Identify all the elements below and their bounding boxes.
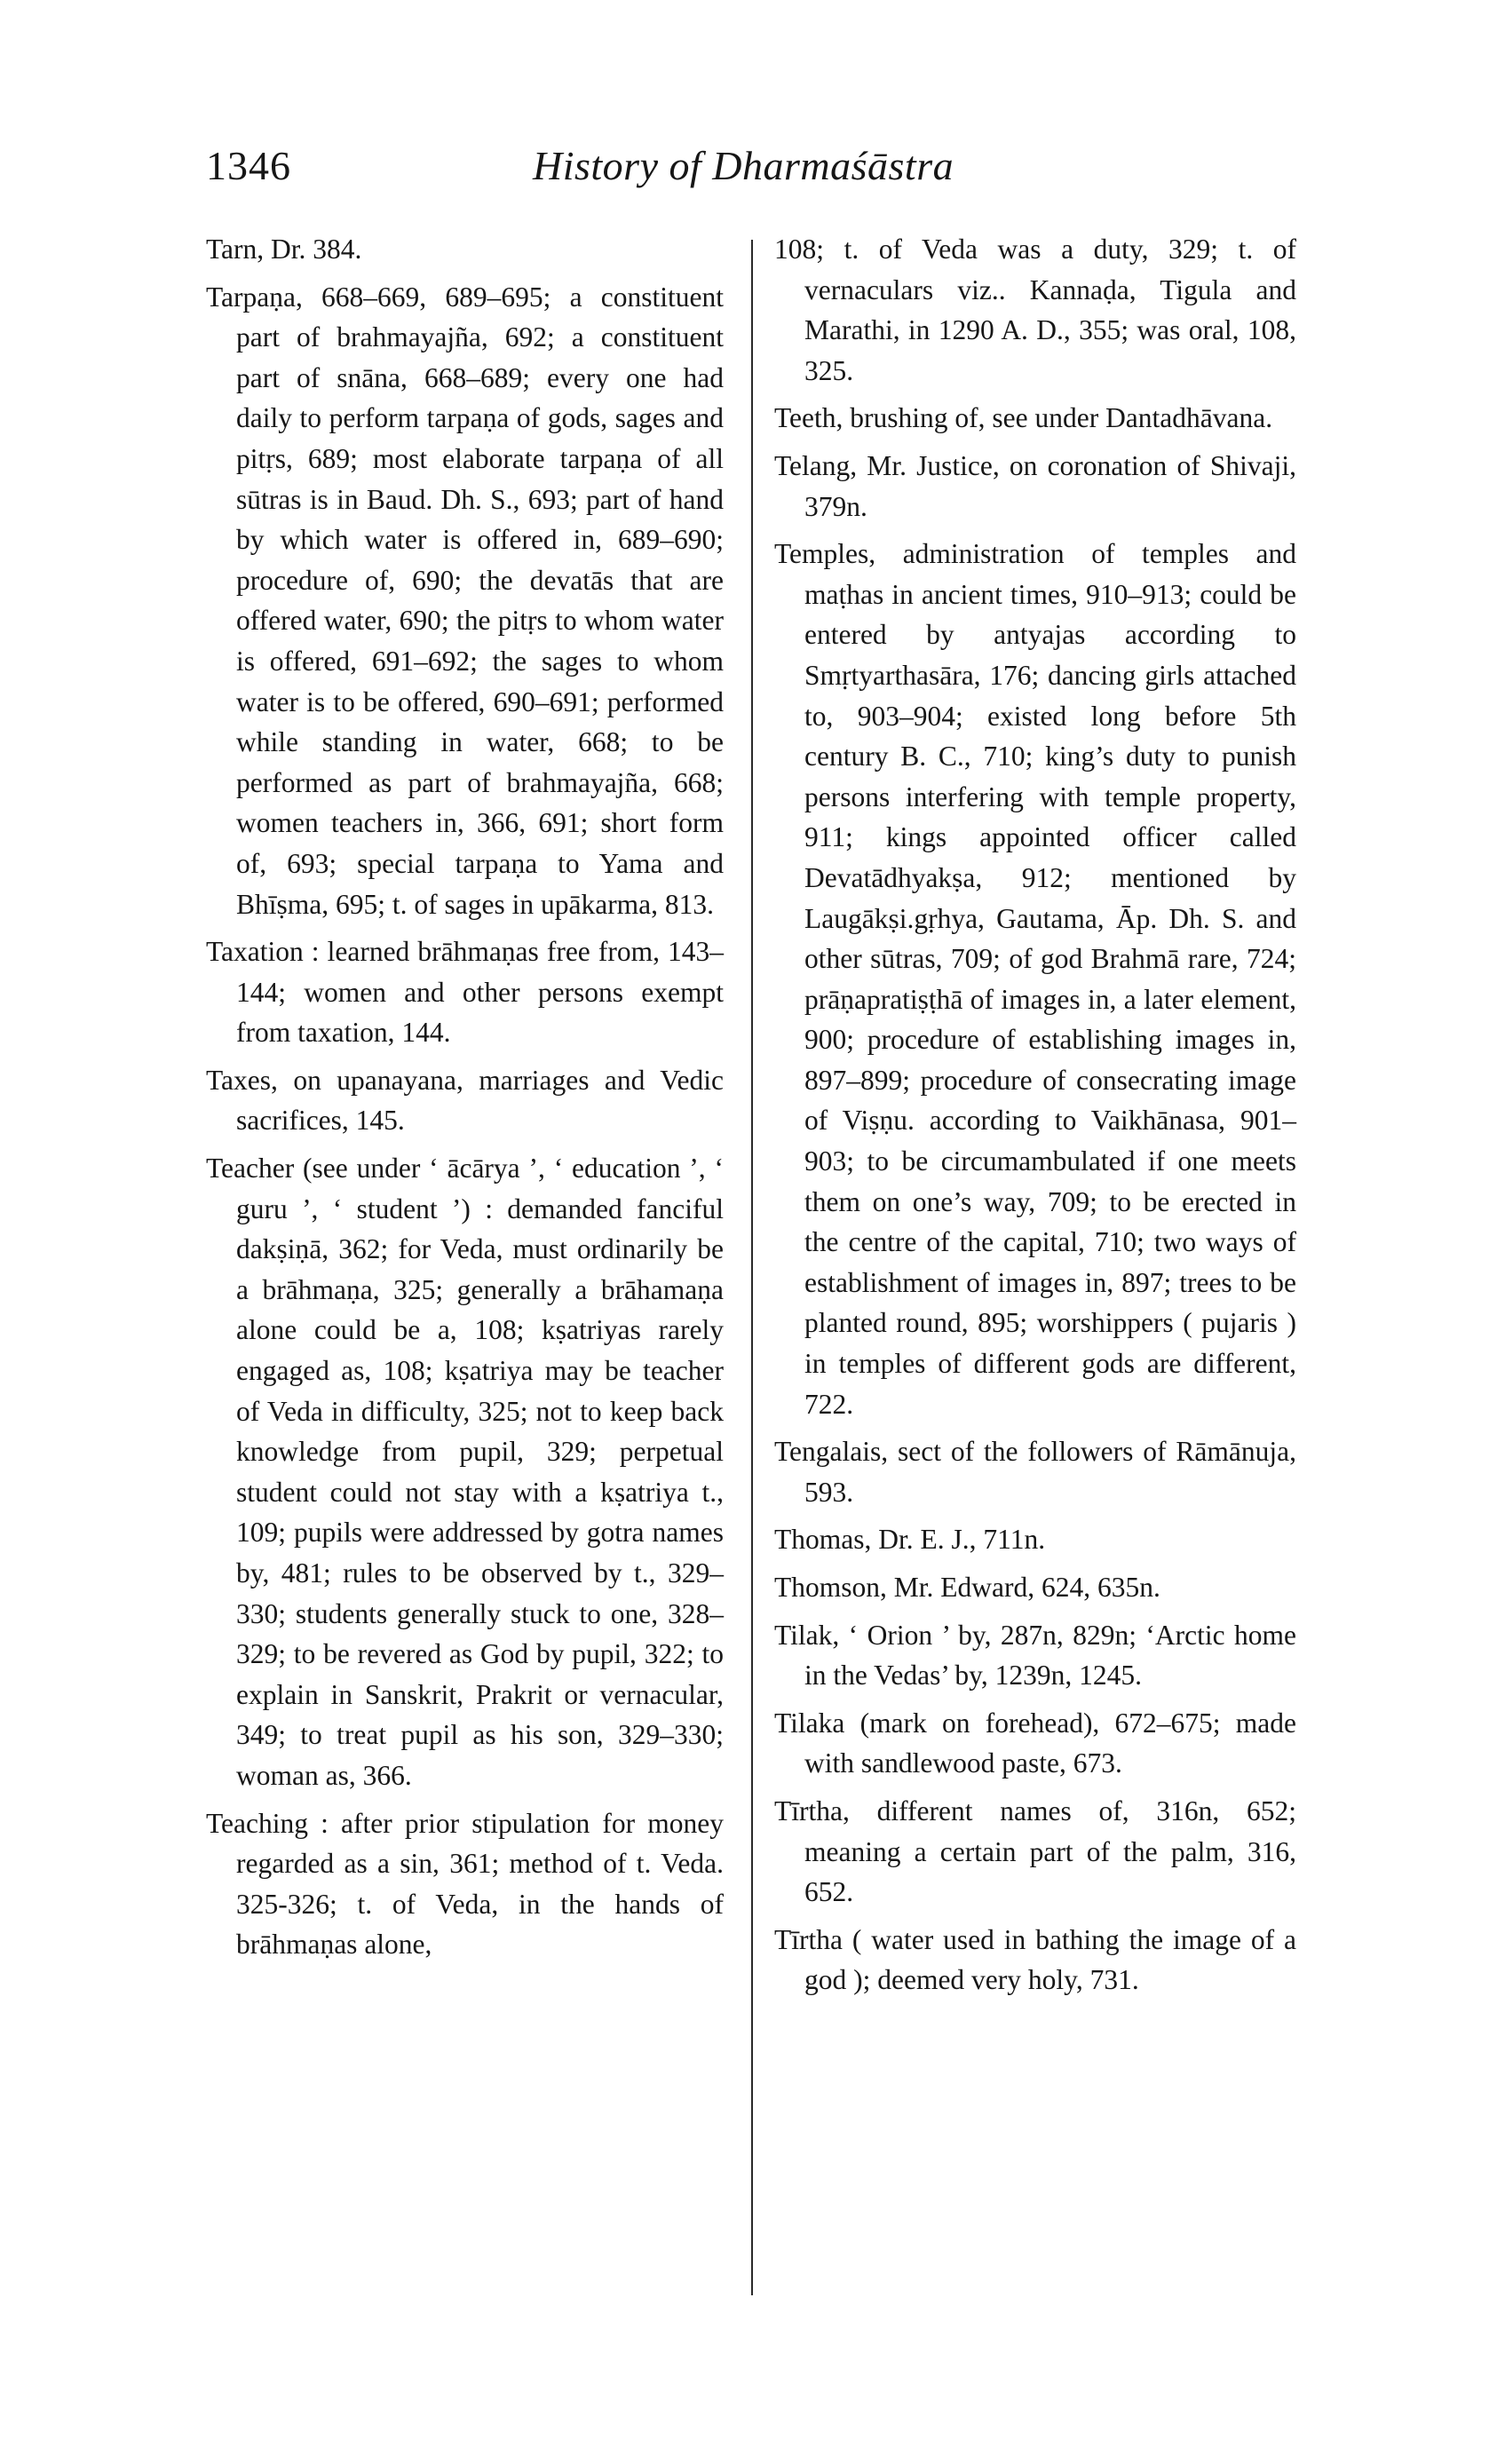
index-entry: Tarpaṇa, 668–669, 689–695; a constituent part of brahmayajña, 692; a constituent part of snāna, 668–689; every one had daily to perform tarpaṇa of gods, sages and pitṛs, 689; most elaborate tarpaṇa of all sūtras is in Baud. Dh. S., 693; part of hand by which water is offered in, 689–690; procedure of, 690; the devatās that are offered water, 690; the pitṛs to whom water is offered, 691–692; the sages to whom water is to be offered, 690–691; performed while standing in water, 668; to be performed as part of brahmayajña, 668; women teachers in, 366, 691; short form of, 693; special tarpaṇa to Yama and Bhīṣma, 695; t. of sages in upākarma, 813. — [206, 281, 724, 920]
index-entry: Tilaka (mark on forehead), 672–675; made with sandlewood paste, 673. — [774, 1707, 1296, 1779]
index-entry: Tīrtha, different names of, 316n, 652; meaning a certain part of the palm, 316, 652. — [774, 1795, 1296, 1908]
index-entry: Teacher (see under ‘ ācārya ’, ‘ education ’, ‘ guru ’, ‘ student ’) : demanded fanciful dakṣiṇā, 362; for Veda, must ordinarily be a brāhmaṇa, 325; generally a brāhamaṇa alone could be a, 108; kṣatriyas rarely engaged as, 108; kṣatriya may be teacher of Veda in difficulty, 325; not to keep back knowledge from pupil, 329; perpetual student could not stay with a kṣatriya t., 109; pupils were addressed by gotra names by, 481; rules to be observed by t., 329–330; students generally stuck to one, 328–329; to be revered as God by pupil, 322; to explain in Sanskrit, Prakrit or vernacular, 349; to treat pupil as his son, 329–330; woman as, 366. — [206, 1153, 724, 1791]
index-entry: Taxation : learned brāhmaṇas free from, 143–144; women and other persons exempt from taxation, 144. — [206, 936, 724, 1049]
running-title: History of Dharmaśāstra — [533, 143, 954, 188]
page-number: 1346 — [206, 143, 291, 188]
index-entry: Thomas, Dr. E. J., 711n. — [774, 1524, 1046, 1556]
index-entry: Telang, Mr. Justice, on coronation of Shivaji, 379n. — [774, 449, 1296, 522]
index-entry: Teeth, brushing of, see under Dantadhāvana. — [774, 402, 1273, 434]
index-column-right — [774, 229, 1296, 2008]
index-entry: Teaching : after prior stipulation for money regarded as a sin, 361; method of t. Veda. 325-326; t. of Veda, in the hands of brāhmaṇas alone, — [206, 1807, 724, 1961]
index-entry: Temples, administration of temples and maṭhas in ancient times, 910–913; could be entered by antyajas according to Smṛtyarthasāra, 176; dancing girls attached to, 903–904; existed long before 5th century B. C., 710; king’s duty to punish persons interfering with temple property, 911; kings appointed officer called Devatādhyakṣa, 912; mentioned by Laugākṣi.gṛhya, Gautama, Āp. Dh. S. and other sūtras, 709; of god Brahmā rare, 724; prāṇapratiṣṭhā of images in, a later element, 900; procedure of establishing images in, 897–899; procedure of consecrating image of Viṣṇu. according to Vaikhānasa, 901–903; to be circumambulated if one meets them on one’s way, 709; to be erected in the centre of the capital, 710; two ways of establishment of images in, 897; trees to be planted round, 895; worshippers ( pujaris ) in temples of different gods are different, 722. — [774, 538, 1296, 1420]
index-entry: Thomson, Mr. Edward, 624, 635n. — [774, 1572, 1160, 1603]
index-entry: Tīrtha ( water used in bathing the image of a god ); deemed very holy, 731. — [774, 1923, 1296, 1996]
index-entry: Tengalais, sect of the followers of Rāmānuja, 593. — [774, 1436, 1296, 1508]
column-divider — [751, 240, 753, 2295]
index-column-left — [206, 229, 724, 1972]
index-entry: Tilak, ‘ Orion ’ by, 287n, 829n; ‘Arctic home in the Vedas’ by, 1239n, 1245. — [774, 1619, 1296, 1692]
index-entry-continued: 108; t. of Veda was a duty, 329; t. of vernaculars viz.. Kannaḍa, Tigula and Marathi, in 1290 A. D., 355; was oral, 108, 325. — [774, 234, 1296, 386]
index-entry: Tarn, Dr. 384. — [206, 234, 362, 265]
index-entry: Taxes, on upanayana, marriages and Vedic sacrifices, 145. — [206, 1064, 724, 1137]
